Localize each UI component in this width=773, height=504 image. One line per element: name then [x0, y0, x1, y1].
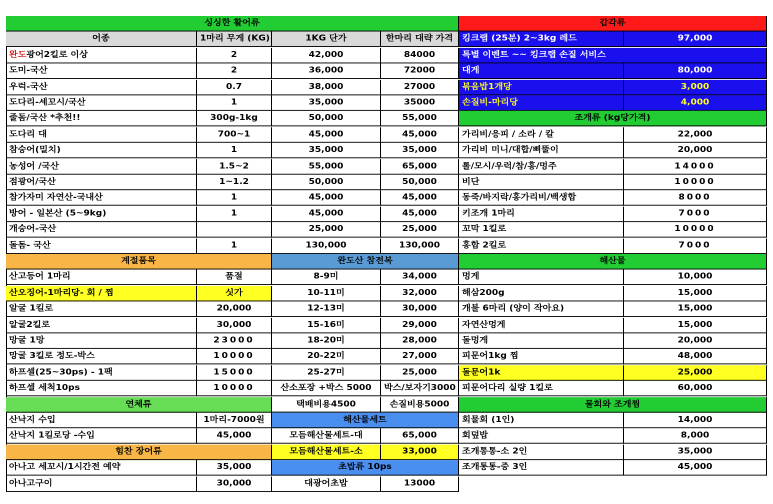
fish-unit-price: 130,000: [272, 238, 381, 254]
seasonal-item-price: 15000: [197, 365, 272, 381]
fish-weight: 1~1.2: [197, 175, 272, 191]
abalone-price: 27,000: [381, 349, 459, 365]
seasonal-item-price: 30,000: [197, 317, 272, 333]
abalone-price: 29,000: [381, 317, 459, 333]
fish-name: [6, 191, 197, 207]
shellset-item-price: 33,000: [381, 444, 459, 460]
fish-name: [6, 79, 197, 95]
seasonal-item-price: 10000: [197, 349, 272, 365]
fish-weight: 1: [197, 206, 272, 222]
column-header: 1마리 무게 (KG): [197, 32, 272, 48]
abalone-size: 택배비용4500: [272, 397, 381, 413]
fish-weight: 2: [197, 48, 272, 64]
stew-item-price: 35,000: [624, 444, 767, 460]
seasonal-item-name: 알굴2킬로: [6, 317, 197, 333]
fish-weight: 1.5~2: [197, 159, 272, 175]
fish-name-text: 참가자미 자연산-국내산: [9, 193, 103, 203]
abalone-price: 손질비용5000: [381, 397, 459, 413]
fish-weight: 1: [197, 238, 272, 254]
seafood-item-name: 해삼200g: [459, 286, 624, 302]
abalone-size: 15-16미: [272, 317, 381, 333]
abalone-price: 34,000: [381, 270, 459, 286]
fish-name: [6, 175, 197, 191]
clam-item-price: 7000: [624, 206, 767, 222]
octopus-item-price: 1마리-7000원: [197, 413, 272, 429]
clam-item-price: 10000: [624, 175, 767, 191]
clam-item-price: 7000: [624, 238, 767, 254]
clam-item-price: 20,000: [624, 143, 767, 159]
clam-item-name: 가리비/응피 / 소라 / 칼: [459, 127, 624, 143]
section-title-abalone: 완도산 참전복: [272, 254, 459, 270]
clam-item-price: 8000: [624, 191, 767, 207]
origin-prefix: 완도: [9, 50, 27, 60]
sushi-item-price: 13000: [381, 476, 459, 492]
clam-item-name: 동죽/바지락/홍가리비/백생합: [459, 191, 624, 207]
fish-price: 35000: [381, 95, 459, 111]
fish-name-text: 광어2킬로 이상: [26, 50, 88, 60]
fish-name-text: 도다리-세꼬시/국산: [9, 98, 86, 108]
fish-name-text: 우럭-국산: [9, 82, 48, 92]
seafood-item-name: 돌멍게: [459, 333, 624, 349]
seasonal-item-price: 싯가: [197, 286, 272, 302]
seasonal-item-name: 망굴 1망: [6, 333, 197, 349]
fish-name: [6, 111, 197, 127]
abalone-price: 28,000: [381, 333, 459, 349]
fish-unit-price: 55,000: [272, 159, 381, 175]
fish-name-text: 농성어 /국산: [9, 161, 59, 171]
clam-item-price: 14000: [624, 159, 767, 175]
abalone-price: 32,000: [381, 286, 459, 302]
fish-unit-price: 42,000: [272, 48, 381, 64]
fish-price: 45,000: [381, 206, 459, 222]
seasonal-item-name: 하프셀(25~30ps) - 1팩: [6, 365, 197, 381]
fish-unit-price: 50,000: [272, 175, 381, 191]
stew-item-price: 14,000: [624, 413, 767, 429]
section-title-shellset: 해산물세트: [272, 413, 459, 429]
clam-item-price: 22,000: [624, 127, 767, 143]
seafood-item-price: 48,000: [624, 349, 767, 365]
fish-unit-price: 38,000: [272, 79, 381, 95]
fish-name: [6, 127, 197, 143]
fish-name-text: 개숭어-국산: [9, 224, 57, 235]
shellset-item-price: 65,000: [381, 429, 459, 445]
stew-item-price: 45,000: [624, 460, 767, 476]
fish-weight: 300g-1kg: [197, 111, 272, 127]
fish-weight: 700~1: [197, 127, 272, 143]
stew-item-name: 회물회 (1인): [459, 413, 624, 429]
seafood-item-name: 멍게: [459, 270, 624, 286]
crab-item-name: 손질비-마리당: [459, 95, 624, 111]
stew-item-price: 8,000: [624, 429, 767, 445]
crab-item-price: 97,000: [624, 32, 767, 48]
section-title-clam: 조개류 (kg당가격): [459, 111, 767, 127]
fish-weight: 1: [197, 143, 272, 159]
fish-weight: 1: [197, 95, 272, 111]
shellset-item-name: 모듬해산물세트-소: [272, 444, 381, 460]
seafood-item-price: 15,000: [624, 317, 767, 333]
seafood-item-price: 60,000: [624, 381, 767, 397]
seafood-item-price: 15,000: [624, 302, 767, 318]
fish-name-text: 도다리 대: [9, 129, 47, 139]
fish-weight: 1: [197, 191, 272, 207]
fish-price: 55,000: [381, 111, 459, 127]
fish-name: [6, 159, 197, 175]
seafood-item-price: 20,000: [624, 333, 767, 349]
clam-item-price: 10000: [624, 222, 767, 238]
seafood-item-price: 10,000: [624, 270, 767, 286]
fish-name-text: 도미-국산: [9, 66, 48, 76]
abalone-size: 12-13미: [272, 302, 381, 318]
eel-item-name: 아나고구이: [6, 476, 197, 492]
section-title-crustacean: 갑각류: [459, 16, 767, 32]
seasonal-item-price: 품절: [197, 270, 272, 286]
seafood-item-price: 15,000: [624, 286, 767, 302]
section-title-seasonal: 계절품목: [6, 254, 272, 270]
crab-item-price: 3,000: [624, 79, 767, 95]
fish-unit-price: 50,000: [272, 111, 381, 127]
column-header: 1KG 단가: [272, 32, 381, 48]
clam-item-name: 롤/모시/우럭/참/홍/멍주: [459, 159, 624, 175]
fish-weight: 2: [197, 64, 272, 80]
eel-item-price: 30,000: [197, 476, 272, 492]
abalone-size: 18-20미: [272, 333, 381, 349]
section-title-seafood: 해산물: [459, 254, 767, 270]
fish-price: 27000: [381, 79, 459, 95]
seafood-item-name: 피문어다리 실량 1킬로: [459, 381, 624, 397]
eel-item-price: 35,000: [197, 460, 272, 476]
stew-item-name: 조개통통-소 2인: [459, 444, 624, 460]
clam-item-name: 비단: [459, 175, 624, 191]
fish-price: 130,000: [381, 238, 459, 254]
fish-price: 25,000: [381, 222, 459, 238]
fish-name: [6, 206, 197, 222]
seafood-item-name: 돌문어1k: [459, 365, 624, 381]
crab-item-name: 킹크랩 (25분) 2~3kg 레드: [459, 32, 624, 48]
seafood-item-name: 개불 6마리 (양이 작아요): [459, 302, 624, 318]
fish-name-text: 줄돔/국산 *추천!!: [9, 113, 81, 124]
crab-item-name: 특별 이벤트 ~~ 킹크랩 손질 서비스: [459, 48, 767, 64]
crab-item-name: 볶음밥1개당: [459, 79, 624, 95]
fish-unit-price: 35,000: [272, 95, 381, 111]
abalone-size: 10-11미: [272, 286, 381, 302]
column-header: 한마리 대략 가격: [381, 32, 459, 48]
sushi-item-name: 대광어초밥: [272, 476, 381, 492]
section-title-octopus: 연체류: [6, 397, 272, 413]
clam-item-name: 꼬막 1킬로: [459, 222, 624, 238]
fish-name: [6, 95, 197, 111]
fish-name: [6, 222, 197, 238]
fish-name: [6, 238, 197, 254]
seasonal-item-price: 10000: [197, 381, 272, 397]
seafood-item-name: 자연산멍게: [459, 317, 624, 333]
seafood-item-name: 피문어1kg 찜: [459, 349, 624, 365]
clam-item-name: 홍합 2킬로: [459, 238, 624, 254]
seasonal-item-name: 산오징어-1마리당- 회 / 찜: [6, 286, 197, 302]
clam-item-name: 가리비 미니/대합/삐뚤이: [459, 143, 624, 159]
fish-unit-price: 45,000: [272, 127, 381, 143]
seafood-item-price: 25,000: [624, 365, 767, 381]
fish-price: 72000: [381, 64, 459, 80]
fish-unit-price: 36,000: [272, 64, 381, 80]
abalone-price: 25,000: [381, 365, 459, 381]
seasonal-item-name: 알굴 1킬로: [6, 302, 197, 318]
section-title-stew: 물회와 조개찜: [459, 397, 767, 413]
fish-unit-price: 45,000: [272, 191, 381, 207]
abalone-size: 20-22미: [272, 349, 381, 365]
fish-unit-price: 35,000: [272, 143, 381, 159]
crab-item-name: 대게: [459, 64, 624, 80]
seasonal-item-price: 20,000: [197, 302, 272, 318]
seasonal-item-price: 23000: [197, 333, 272, 349]
abalone-size: 25-27미: [272, 365, 381, 381]
fish-name: [6, 64, 197, 80]
stew-item-name: 회덮밥: [459, 429, 624, 445]
fish-name-text: 방어 - 일본산 (5~9kg): [9, 209, 107, 219]
abalone-price: 박스/보자기3000: [381, 381, 459, 397]
seasonal-item-name: 산고등어 1마리: [6, 270, 197, 286]
fish-price: 84000: [381, 48, 459, 64]
filler: [272, 397, 459, 413]
octopus-item-name: 산낙지 수입: [6, 413, 197, 429]
octopus-item-name: 산낙지 1킬로당 -수입: [6, 429, 197, 445]
crab-item-price: 80,000: [624, 64, 767, 80]
fish-weight: [197, 222, 272, 238]
clam-item-name: 키조개 1마리: [459, 206, 624, 222]
column-header: 어종: [6, 32, 197, 48]
fish-price: 45,000: [381, 127, 459, 143]
fish-price: 45,000: [381, 191, 459, 207]
octopus-item-price: 45,000: [197, 429, 272, 445]
eel-item-name: 아나고 세꼬시/1시간전 예약: [6, 460, 197, 476]
fish-name: [6, 48, 197, 64]
fish-unit-price: 25,000: [272, 222, 381, 238]
section-title-eel: 힘찬 장어류: [6, 444, 272, 460]
abalone-size: 산소포장 +박스 5000: [272, 381, 381, 397]
fish-name-text: 참숭어(밀치): [9, 145, 61, 155]
crab-item-price: 4,000: [624, 95, 767, 111]
fish-weight: 0.7: [197, 79, 272, 95]
shellset-item-name: 모듬해산물세트-대: [272, 429, 381, 445]
abalone-price: 30,000: [381, 302, 459, 318]
section-title-sushi: 초밥류 10ps: [272, 460, 459, 476]
stew-item-name: 조개통통-중 3인: [459, 460, 624, 476]
abalone-size: 8-9미: [272, 270, 381, 286]
fish-name-text: 돌돔- 국산: [9, 240, 51, 250]
fish-price: 35,000: [381, 143, 459, 159]
seasonal-item-name: 하프셀 세척10ps: [6, 381, 197, 397]
fish-name: [6, 143, 197, 159]
fish-price: 50,000: [381, 175, 459, 191]
fish-unit-price: 45,000: [272, 206, 381, 222]
seasonal-item-name: 망굴 3킬로 정도-박스: [6, 349, 197, 365]
fish-name-text: 점광어/국산: [9, 177, 56, 187]
section-title-live-fish: 싱싱한 활어류: [6, 16, 459, 32]
fish-price: 65,000: [381, 159, 459, 175]
